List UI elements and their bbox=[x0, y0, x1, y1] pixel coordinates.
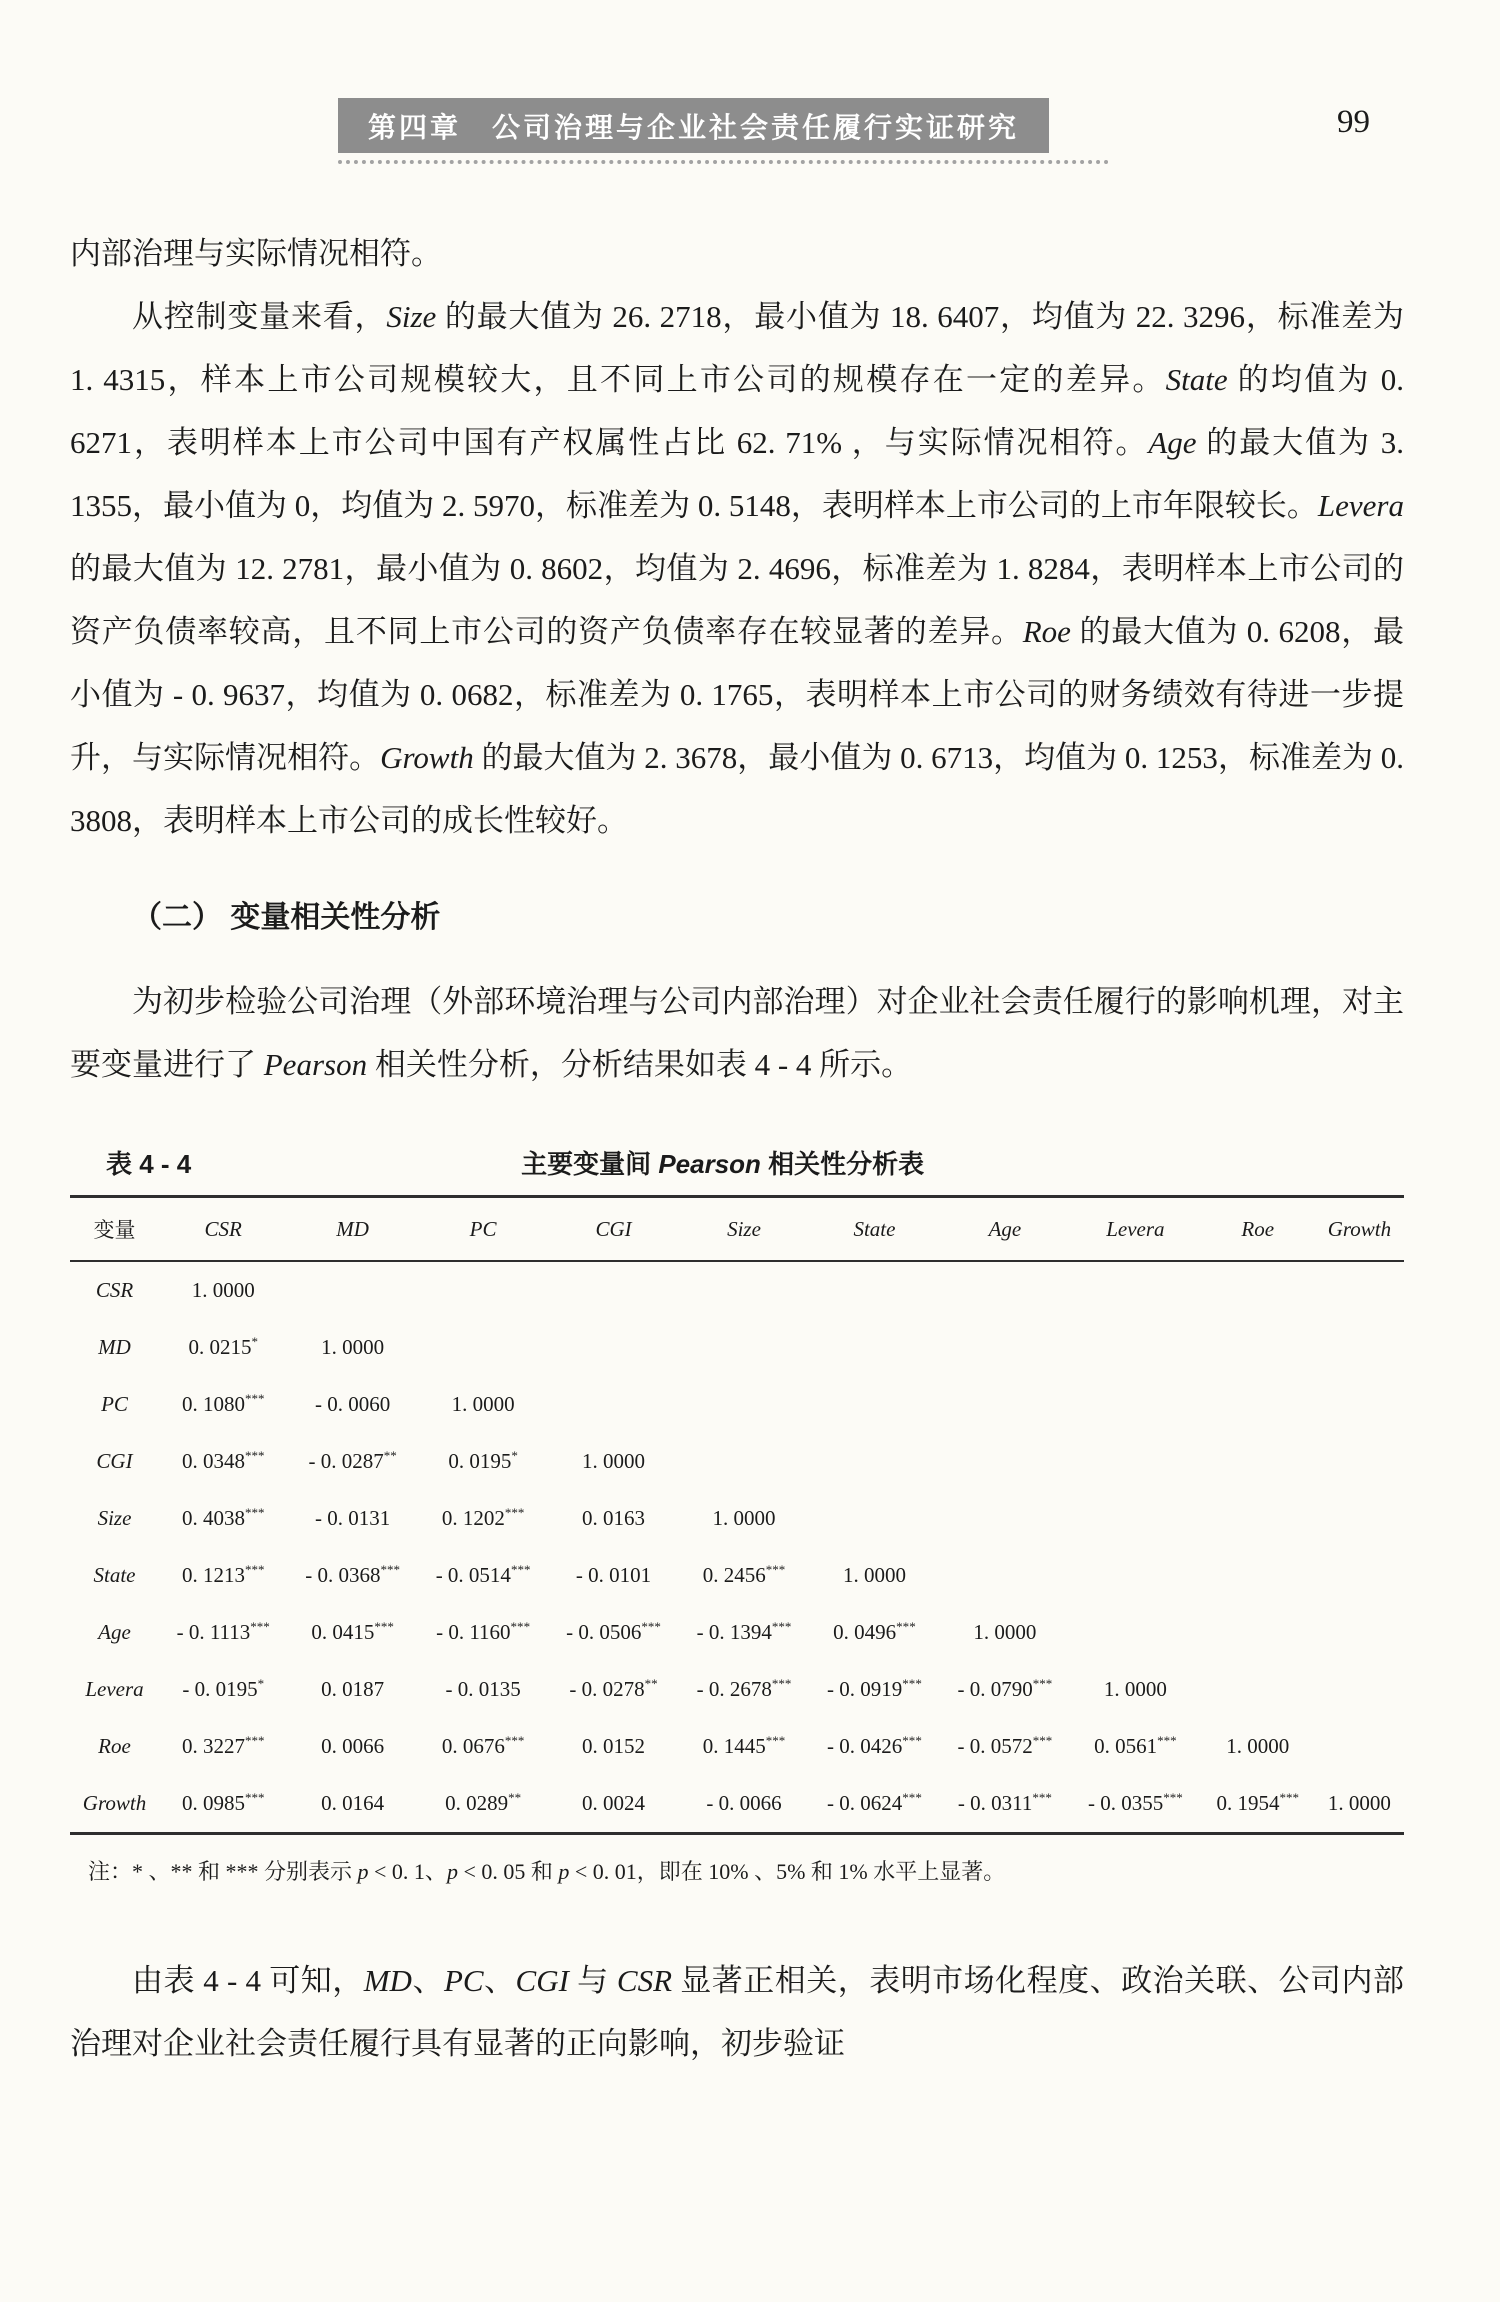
corr-cell bbox=[1201, 1604, 1315, 1661]
table-row bbox=[70, 1433, 1404, 1490]
corr-cell bbox=[809, 1261, 939, 1319]
corr-cell: - 0. 0368*** bbox=[305, 1562, 401, 1587]
corr-cell: 1. 0000 bbox=[191, 1278, 255, 1302]
corr-cell bbox=[548, 1376, 678, 1433]
corr-cell: - 0. 0195* bbox=[182, 1676, 265, 1701]
table-note: 注：* 、** 和 *** 分别表示 p < 0. 1、p < 0. 05 和 p < 0. 01，即在 10% 、5% 和 1% 水平上显著。 bbox=[88, 1859, 1006, 1884]
corr-cell: 0. 0164 bbox=[321, 1791, 385, 1815]
corr-cell: 1. 0000 bbox=[973, 1620, 1037, 1644]
paragraph-pearson-intro: 为初步检验公司治理（外部环境治理与公司内部治理）对企业社会责任履行的影响机理，对主要变量进行了 Pearson 相关性分析，分析结果如表 4 - 4 所示。 bbox=[70, 984, 1404, 1082]
corr-cell bbox=[940, 1490, 1070, 1547]
corr-cell bbox=[809, 1319, 939, 1376]
table-body bbox=[70, 1261, 1404, 1834]
column-header: Age bbox=[988, 1216, 1022, 1241]
column-header: Levera bbox=[1106, 1216, 1165, 1241]
corr-cell: - 0. 0790*** bbox=[957, 1676, 1053, 1701]
corr-cell bbox=[1315, 1490, 1404, 1547]
corr-cell bbox=[1070, 1547, 1200, 1604]
paragraph-continuation: 内部治理与实际情况相符。 bbox=[70, 236, 442, 271]
row-label: State bbox=[93, 1563, 136, 1587]
row-label: MD bbox=[98, 1335, 131, 1359]
corr-cell: 0. 0561*** bbox=[1094, 1733, 1177, 1758]
corr-cell: 0. 0676*** bbox=[441, 1733, 525, 1758]
corr-cell: - 0. 0624*** bbox=[827, 1790, 922, 1815]
corr-cell: - 0. 0506*** bbox=[566, 1619, 661, 1644]
column-header: PC bbox=[469, 1216, 497, 1241]
corr-cell: - 0. 1160*** bbox=[436, 1619, 531, 1644]
corr-cell: - 0. 1113*** bbox=[176, 1619, 270, 1644]
corr-cell: 1. 0000 bbox=[582, 1449, 646, 1473]
corr-cell bbox=[548, 1319, 678, 1376]
corr-cell: 0. 0163 bbox=[582, 1506, 646, 1530]
corr-cell bbox=[809, 1376, 939, 1433]
column-header: 变量 bbox=[93, 1218, 136, 1242]
corr-cell: 0. 2456*** bbox=[702, 1562, 786, 1587]
corr-cell: - 0. 1394*** bbox=[696, 1619, 792, 1644]
row-label: CGI bbox=[96, 1449, 133, 1473]
corr-cell: - 0. 0426*** bbox=[827, 1733, 922, 1758]
corr-cell bbox=[1070, 1490, 1200, 1547]
corr-cell: 1. 0000 bbox=[712, 1506, 776, 1530]
corr-cell: - 0. 0355*** bbox=[1087, 1790, 1183, 1815]
correlation-table bbox=[70, 1195, 1404, 1835]
corr-cell bbox=[1070, 1604, 1200, 1661]
corr-cell: 0. 4038*** bbox=[181, 1505, 265, 1530]
corr-cell bbox=[809, 1433, 939, 1490]
corr-cell bbox=[1201, 1661, 1315, 1718]
corr-cell: 0. 0215* bbox=[188, 1334, 258, 1359]
corr-cell: - 0. 0066 bbox=[706, 1791, 782, 1815]
header-dotted-rule bbox=[338, 160, 1109, 164]
page-header bbox=[70, 98, 1404, 164]
table-row bbox=[70, 1604, 1404, 1661]
corr-cell: 0. 1954*** bbox=[1216, 1790, 1299, 1815]
corr-cell: - 0. 0572*** bbox=[957, 1733, 1053, 1758]
column-header: MD bbox=[336, 1216, 369, 1241]
corr-cell bbox=[1070, 1376, 1200, 1433]
corr-cell: - 0. 0311*** bbox=[957, 1790, 1052, 1815]
corr-cell: - 0. 0101 bbox=[575, 1563, 652, 1587]
corr-cell: 1. 0000 bbox=[1103, 1677, 1167, 1701]
corr-cell bbox=[679, 1376, 809, 1433]
table-row bbox=[70, 1319, 1404, 1376]
column-header: Roe bbox=[1241, 1216, 1275, 1241]
corr-cell bbox=[1201, 1433, 1315, 1490]
corr-cell: 1. 0000 bbox=[1327, 1791, 1391, 1815]
corr-cell bbox=[1070, 1319, 1200, 1376]
corr-cell bbox=[1201, 1261, 1315, 1319]
chapter-title: 第四章 公司治理与企业社会责任履行实证研究 bbox=[338, 98, 1049, 153]
corr-cell: 0. 0985*** bbox=[181, 1790, 265, 1815]
corr-cell: 0. 1080*** bbox=[181, 1391, 265, 1416]
corr-cell bbox=[679, 1261, 809, 1319]
corr-cell bbox=[1315, 1718, 1404, 1775]
table-label: 表 4 - 4 bbox=[106, 1149, 192, 1179]
column-header: Size bbox=[727, 1216, 761, 1241]
column-header: State bbox=[853, 1216, 896, 1241]
corr-cell: 0. 3227*** bbox=[181, 1733, 265, 1758]
table-header-row bbox=[70, 1197, 1404, 1262]
corr-cell bbox=[1315, 1604, 1404, 1661]
corr-cell bbox=[1315, 1319, 1404, 1376]
corr-cell: 0. 0496*** bbox=[833, 1619, 916, 1644]
table-row bbox=[70, 1718, 1404, 1775]
corr-cell bbox=[1201, 1376, 1315, 1433]
table-row bbox=[70, 1490, 1404, 1547]
section-heading: （二） 变量相关性分析 bbox=[132, 901, 441, 934]
table-row bbox=[70, 1775, 1404, 1834]
corr-cell: - 0. 0135 bbox=[445, 1677, 521, 1701]
corr-cell bbox=[1201, 1319, 1315, 1376]
row-label: Levera bbox=[85, 1677, 144, 1701]
corr-cell bbox=[1315, 1661, 1404, 1718]
corr-cell bbox=[940, 1433, 1070, 1490]
corr-cell: - 0. 0287** bbox=[308, 1448, 397, 1473]
corr-cell: 0. 0289** bbox=[445, 1790, 522, 1815]
corr-cell: 0. 1202*** bbox=[441, 1505, 525, 1530]
table-row bbox=[70, 1376, 1404, 1433]
paragraph-conclusion: 由表 4 - 4 可知，MD、PC、CGI 与 CSR 显著正相关，表明市场化程度、政治关联、公司内部治理对企业社会责任履行具有显著的正向影响，初步验证 bbox=[70, 1963, 1405, 2061]
corr-cell bbox=[1315, 1433, 1404, 1490]
chapter-banner-block bbox=[338, 98, 1049, 164]
paragraph-control-variables: 从控制变量来看，Size 的最大值为 26. 2718，最小值为 18. 6407，均值为 22. 3296，标准差为 1. 4315，样本上市公司规模较大，且不同上市公司的规模存在一定的差异。State 的均值为 0. 6271，表明样本上市公司中国有产权属性占比 62. 71% ，与实际情况相符。Age 的最大值为 3. 1355，最小值为 0，均值为 2. 5970，标准差为 0. 5148，表明样本上市公司的上市年限较长。Levera 的最大值为 12. 2781，最小值为 0. 8602，均值为 2. 4696，标准差为 1. 8284，表明样本上市公司的资产负债率较高，且不同上市公司的资产负债率存在较显著的差异。Roe 的最大值为 0. 6208，最小值为 - 0. 9637，均值为 0. 0682，标准差为 0. 1765，表明样本上市公司的财务绩效有待进一步提升，与实际情况相符。Growth 的最大值为 2. 3678，最小值为 0. 6713，均值为 0. 1253，标准差为 0. 3808，表明样本上市公司的成长性较好。 bbox=[70, 299, 1405, 838]
table-row bbox=[70, 1547, 1404, 1604]
corr-cell: - 0. 0919*** bbox=[827, 1676, 922, 1701]
corr-cell: 0. 1213*** bbox=[181, 1562, 265, 1587]
corr-cell bbox=[809, 1490, 939, 1547]
corr-cell: 1. 0000 bbox=[1226, 1734, 1290, 1758]
corr-cell bbox=[287, 1261, 417, 1319]
row-label: Size bbox=[97, 1506, 132, 1530]
row-label: PC bbox=[101, 1392, 128, 1416]
corr-cell bbox=[1315, 1376, 1404, 1433]
corr-cell bbox=[1315, 1261, 1404, 1319]
corr-cell: 0. 0066 bbox=[321, 1734, 385, 1758]
table-row bbox=[70, 1261, 1404, 1319]
corr-cell bbox=[679, 1433, 809, 1490]
table-row bbox=[70, 1661, 1404, 1718]
corr-cell bbox=[1201, 1547, 1315, 1604]
corr-cell bbox=[1070, 1433, 1200, 1490]
corr-cell bbox=[418, 1261, 548, 1319]
column-header: Growth bbox=[1327, 1216, 1392, 1241]
corr-cell: 1. 0000 bbox=[842, 1563, 906, 1587]
corr-cell: 0. 1445*** bbox=[702, 1733, 786, 1758]
row-label: Growth bbox=[82, 1791, 147, 1815]
page-number: 99 bbox=[1337, 104, 1370, 140]
corr-cell bbox=[1070, 1261, 1200, 1319]
corr-cell: - 0. 0278** bbox=[569, 1676, 658, 1701]
corr-cell: 0. 0024 bbox=[582, 1791, 646, 1815]
column-header: CSR bbox=[204, 1216, 242, 1241]
corr-cell: - 0. 0131 bbox=[315, 1506, 391, 1530]
corr-cell bbox=[1315, 1547, 1404, 1604]
row-label: Roe bbox=[98, 1734, 131, 1758]
corr-cell: 0. 0195* bbox=[448, 1448, 518, 1473]
corr-cell: - 0. 2678*** bbox=[696, 1676, 792, 1701]
corr-cell bbox=[940, 1376, 1070, 1433]
corr-cell: 0. 0415*** bbox=[311, 1619, 394, 1644]
corr-cell bbox=[940, 1547, 1070, 1604]
corr-cell: 0. 0348*** bbox=[181, 1448, 265, 1473]
corr-cell bbox=[418, 1319, 548, 1376]
corr-cell: - 0. 0060 bbox=[315, 1392, 391, 1416]
corr-cell: 1. 0000 bbox=[321, 1335, 385, 1359]
corr-cell bbox=[1201, 1490, 1315, 1547]
corr-cell bbox=[548, 1261, 678, 1319]
corr-cell bbox=[679, 1319, 809, 1376]
row-label: CSR bbox=[95, 1278, 134, 1302]
corr-cell bbox=[940, 1319, 1070, 1376]
corr-cell bbox=[940, 1261, 1070, 1319]
column-header: CGI bbox=[595, 1216, 632, 1241]
table-caption bbox=[70, 1144, 1404, 1181]
row-label: Age bbox=[98, 1620, 131, 1644]
corr-cell: - 0. 0514*** bbox=[435, 1562, 531, 1587]
corr-cell: 0. 0187 bbox=[321, 1677, 385, 1701]
corr-cell: 1. 0000 bbox=[451, 1392, 515, 1416]
corr-cell: 0. 0152 bbox=[582, 1734, 646, 1758]
table-title: 主要变量间 Pearson 相关性分析表 bbox=[521, 1149, 925, 1179]
